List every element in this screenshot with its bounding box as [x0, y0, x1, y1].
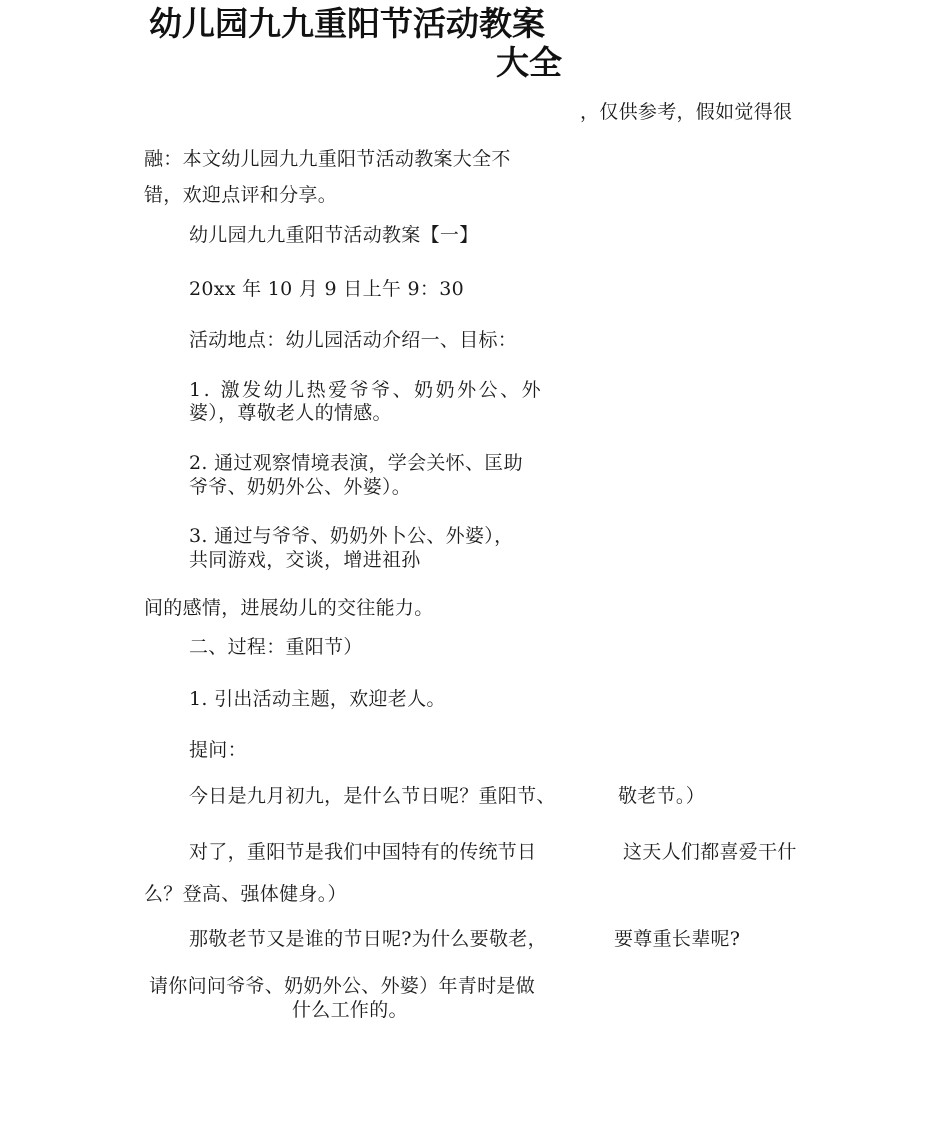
q2-left: 对了，重阳节是我们中国特有的传统节日: [189, 841, 537, 863]
intro-right-text: ，仅供参考，假如觉得很: [580, 101, 793, 123]
q4-line1: 请你问问爷爷、奶奶外公、外婆）年青时是做: [149, 975, 536, 997]
document-title-line1: 幼儿园九九重阳节活动教案: [149, 4, 545, 43]
goal2-line1: 2. 通过观察情境表演，学会关怀、匡助: [189, 452, 523, 474]
document-title-line2: 大全: [496, 43, 562, 82]
process-heading: 二、过程：重阳节）: [189, 636, 363, 658]
q1-left: 今日是九月初九，是什么节日呢？重阳节、: [189, 785, 556, 807]
q1-right: 敬老节。）: [618, 785, 706, 807]
goal3-continuation: 间的感情，进展幼儿的交往能力。: [144, 597, 434, 619]
goal3-line2: 共同游戏，交谈，增进祖孙: [189, 549, 421, 571]
section1-heading: 幼儿园九九重阳节活动教案【一】: [189, 224, 479, 246]
goal1-line2: 婆），尊敬老人的情感。: [189, 402, 392, 424]
q2-right: 这天人们都喜爱干什: [623, 841, 797, 863]
q2-continuation: 么？登高、强体健身。）: [144, 883, 347, 905]
goal3-line1: 3. 通过与爷爷、奶奶外卜公、外婆），: [189, 525, 514, 547]
goal1-line1: 1. 激发幼儿热爱爷爷、奶奶外公、外: [189, 379, 544, 401]
question-label: 提问：: [189, 739, 247, 761]
step1: 1. 引出活动主题，欢迎老人。: [189, 688, 446, 710]
date-time: 20xx 年 10 月 9 日上午 9：30: [189, 278, 464, 300]
q4-line2: 什么工作的。: [292, 999, 408, 1021]
q3-right: 要尊重长辈呢?: [614, 928, 741, 950]
intro-line1: 融：本文幼儿园九九重阳节活动教案大全不: [144, 148, 511, 170]
intro-line2: 错，欢迎点评和分享。: [144, 184, 338, 206]
goal2-line2: 爷爷、奶奶外公、外婆）。: [189, 476, 412, 498]
q3-left: 那敬老节又是谁的节日呢?为什么要敬老，: [189, 928, 547, 950]
location-goal: 活动地点：幼儿园活动介绍一、目标：: [189, 329, 518, 351]
